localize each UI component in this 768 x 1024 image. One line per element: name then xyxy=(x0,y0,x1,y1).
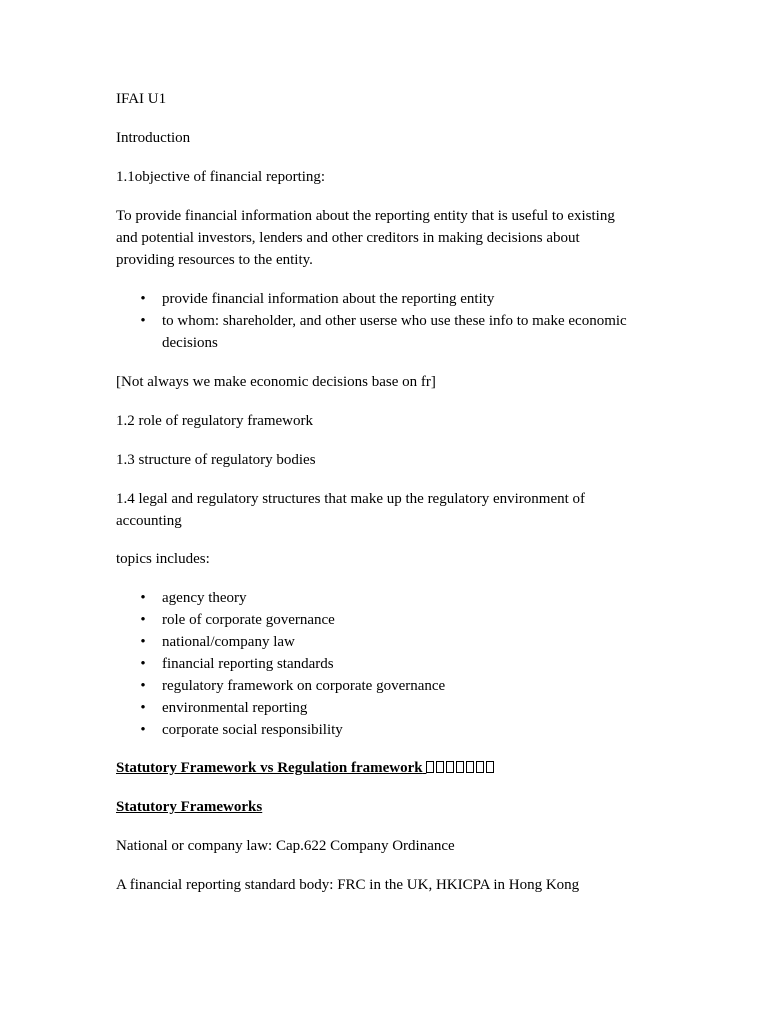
list-item-text: environmental reporting xyxy=(162,700,308,716)
list-item-text: provide financial information about the reporting entity xyxy=(162,291,495,307)
national-law-line: National or company law: Cap.622 Company Ordinance xyxy=(116,838,455,854)
list-item-text: corporate social responsibility xyxy=(162,722,343,738)
list-item xyxy=(116,631,656,653)
objective-paragraph-line: providing resources to the entity. xyxy=(116,252,313,268)
bullet-icon: • xyxy=(140,678,146,694)
statutory-vs-regulation-heading-text: Statutory Framework vs Regulation framework xyxy=(116,760,423,776)
bullet-icon: • xyxy=(140,590,146,606)
topics-bullet-list xyxy=(116,587,656,741)
list-item xyxy=(116,609,656,631)
list-item-text: regulatory framework on corporate governance xyxy=(162,678,446,694)
list-item-text: financial reporting standards xyxy=(162,656,334,672)
bullet-icon: • xyxy=(140,313,146,329)
list-item xyxy=(116,719,656,741)
standard-body-line: A financial reporting standard body: FRC in the UK, HKICPA in Hong Kong xyxy=(116,877,580,893)
statutory-vs-regulation-heading xyxy=(116,757,656,779)
bullet-icon: • xyxy=(140,612,146,628)
topics-label: topics includes: xyxy=(116,551,210,567)
bullet-icon: • xyxy=(140,700,146,716)
bullet-icon: • xyxy=(140,722,146,738)
bracket-note: [Not always we make economic decisions base on fr] xyxy=(116,374,436,390)
document-title: IFAI U1 xyxy=(116,91,167,107)
list-item-text: agency theory xyxy=(162,590,247,606)
list-item-text: national/company law xyxy=(162,634,295,650)
list-item xyxy=(116,587,656,609)
section-1-2-heading: 1.2 role of regulatory framework xyxy=(116,413,314,429)
list-item xyxy=(116,697,656,719)
missing-glyph-icon xyxy=(426,760,496,776)
bullet-icon: • xyxy=(140,656,146,672)
intro-heading: Introduction xyxy=(116,130,191,146)
objective-paragraph-line: To provide financial information about the reporting entity that is useful to existing xyxy=(116,208,615,224)
list-item xyxy=(116,675,656,697)
section-1-4-line: accounting xyxy=(116,513,182,529)
bullet-icon: • xyxy=(140,291,146,307)
section-1-3-heading: 1.3 structure of regulatory bodies xyxy=(116,452,316,468)
bullet-icon: • xyxy=(140,634,146,650)
list-item-text: role of corporate governance xyxy=(162,612,335,628)
statutory-frameworks-heading: Statutory Frameworks xyxy=(116,799,263,815)
list-item xyxy=(116,288,656,310)
list-item-continuation: decisions xyxy=(162,335,218,351)
objective-paragraph xyxy=(116,205,656,271)
list-item xyxy=(116,653,656,675)
objective-heading: 1.1objective of financial reporting: xyxy=(116,169,326,185)
objective-paragraph-line: and potential investors, lenders and other creditors in making decisions about xyxy=(116,230,580,246)
section-1-4-heading xyxy=(116,488,656,532)
section-1-4-line: 1.4 legal and regulatory structures that make up the regulatory environment of xyxy=(116,491,586,507)
list-item xyxy=(116,310,656,354)
list-item-text: to whom: shareholder, and other userse who use these info to make economic xyxy=(162,313,627,329)
objective-bullet-list xyxy=(116,288,656,354)
